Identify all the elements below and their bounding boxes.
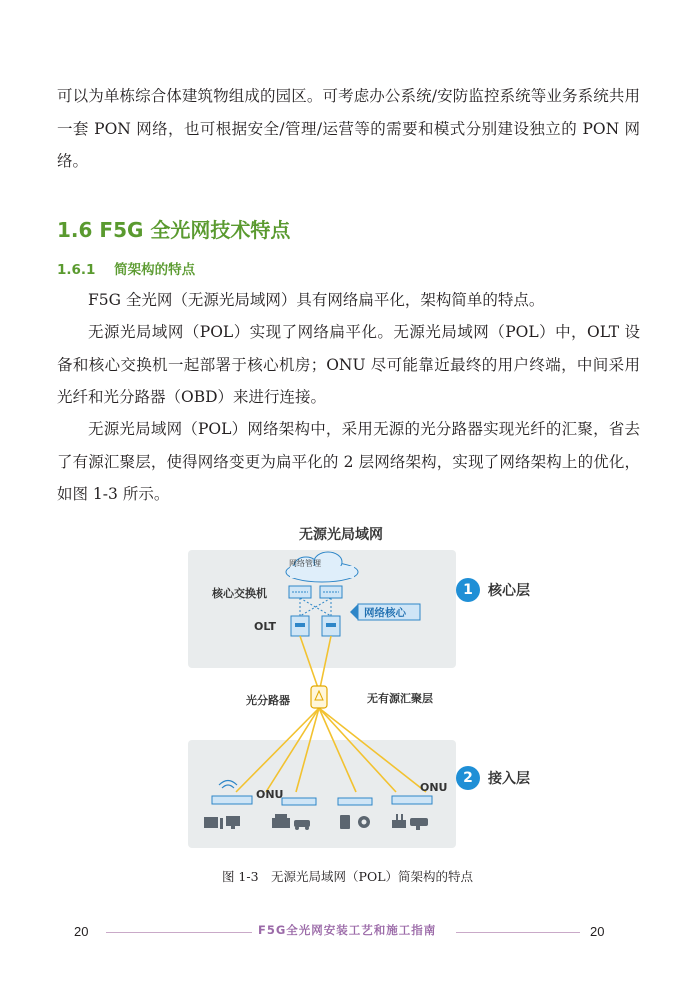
phone-icon	[340, 815, 350, 829]
core-switch-icon	[289, 586, 342, 598]
onu-devices	[212, 781, 432, 806]
body-paragraph-1: F5G 全光网（无源光局域网）具有网络扁平化，架构简单的特点。	[88, 291, 545, 309]
core-links	[300, 598, 331, 616]
subsection-number: 1.6.1	[57, 262, 96, 278]
footer-page-left: 20	[74, 924, 89, 939]
subsection-heading	[57, 258, 195, 278]
terminal-icons	[204, 814, 428, 830]
olt-icon	[291, 616, 340, 636]
figure-title: 无源光局域网	[299, 527, 383, 543]
splitter-label: 光分路器	[246, 694, 290, 707]
car-icon	[294, 820, 310, 830]
olt-label: OLT	[254, 620, 277, 633]
onu-label-left: ONU	[256, 788, 284, 801]
footer-rule-left	[106, 932, 252, 933]
printer-icon	[272, 814, 290, 828]
onu-label-right: ONU	[420, 781, 448, 794]
network-core-label: 网络核心	[364, 607, 406, 619]
subsection-title: 简架构的特点	[114, 262, 196, 278]
figure-diagram	[186, 520, 552, 850]
footer-rule-right	[456, 932, 580, 933]
access-layer-badge: 2	[456, 766, 480, 790]
footer-title: F5G全光网安装工艺和施工指南	[258, 923, 437, 937]
core-switch-label: 核心交换机	[212, 587, 267, 600]
figure-caption: 图 1-3 无源光局域网（POL）简架构的特点	[221, 869, 474, 884]
core-layer-badge: 1	[456, 578, 480, 602]
section-heading	[57, 214, 290, 243]
intro-paragraph: 可以为单栋综合体建筑物组成的园区。可考虑办公系统/安防监控系统等业务系统共用一套 PON 网络，也可根据安全/管理/运营等的需要和模式分别建设独立的 PON 网络。	[57, 87, 640, 170]
body-paragraph-3: 无源光局域网（POL）网络架构中，采用无源的光分路器实现光纤的汇聚，省去了有源汇聚层，使得网络变更为扁平化的 2 层网络架构，实现了网络架构上的优化，如图 1-3 所示。	[57, 420, 640, 503]
wifi-onu-icon	[212, 781, 252, 805]
splitter-icon	[311, 686, 327, 708]
gear-icon	[358, 816, 370, 828]
footer-page-right: 20	[590, 924, 605, 939]
no-active-aggregation-label: 无有源汇聚层	[367, 692, 433, 705]
core-layer-label: 核心层	[488, 583, 530, 599]
network-management-label: 网络管理	[289, 559, 321, 568]
antenna-icon	[392, 814, 406, 828]
computer-icon	[204, 816, 240, 829]
fiber-lines	[236, 636, 426, 792]
section-title: F5G 全光网技术特点	[99, 218, 291, 242]
pol-architecture-figure	[186, 520, 552, 850]
body-paragraph-2: 无源光局域网（POL）实现了网络扁平化。无源光局域网（POL）中，OLT 设备和核心交换机一起部署于核心机房；ONU 尽可能靠近最终的用户终端，中间采用光纤和光分路器（OBD）来进行连接。	[57, 323, 640, 406]
access-layer-label: 接入层	[488, 771, 530, 787]
camera-icon	[410, 818, 428, 830]
section-number: 1.6	[57, 218, 93, 242]
